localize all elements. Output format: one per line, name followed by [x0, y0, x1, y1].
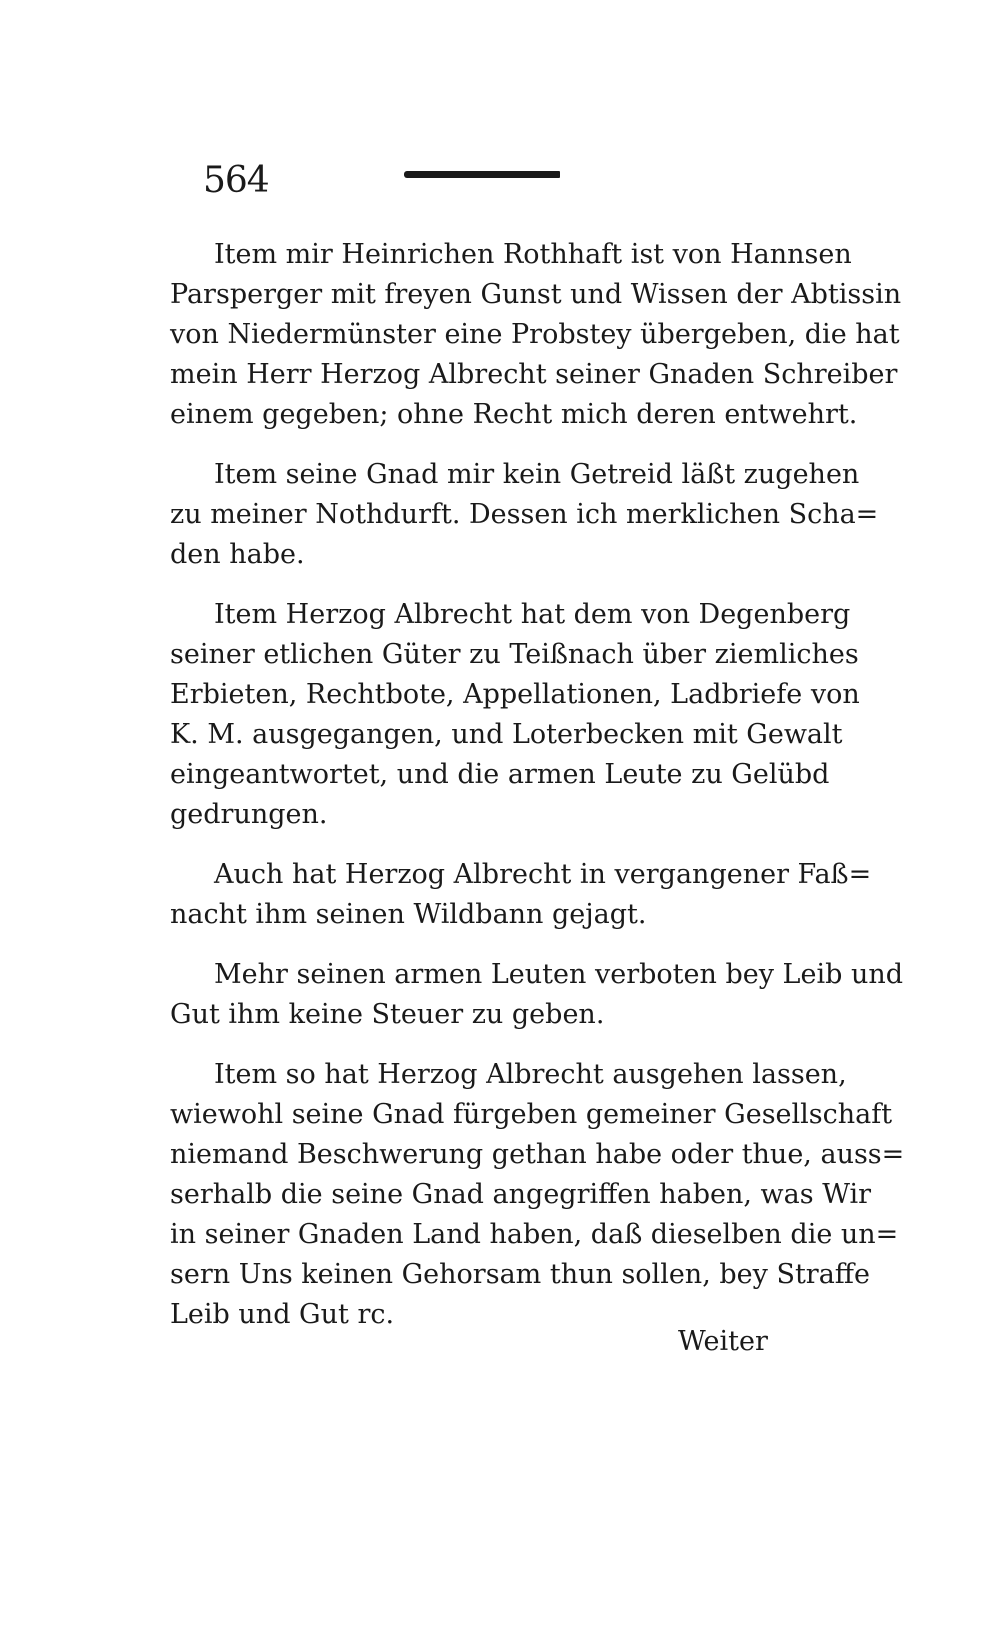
header-rule [404, 171, 560, 178]
paragraph [170, 855, 872, 935]
text-line: Item so hat Herzog Albrecht ausgehen lassen, [214, 1059, 847, 1090]
text-line: Leib und Gut rc. [170, 1299, 395, 1330]
text-line: Item Herzog Albrecht hat dem von Degenberg [214, 599, 851, 630]
text-line: Auch hat Herzog Albrecht in vergangener Faß= [214, 859, 872, 890]
text-line: niemand Beschwerung gethan habe oder thue, auss= [170, 1139, 905, 1170]
text-line: Gut ihm keine Steuer zu geben. [170, 999, 605, 1030]
text-line: in seiner Gnaden Land haben, daß dieselben die un= [170, 1219, 899, 1250]
text-line: Item seine Gnad mir kein Getreid läßt zugehen [214, 459, 860, 490]
text-line: Mehr seinen armen Leuten verboten bey Leib und [214, 959, 904, 990]
text-line: Erbieten, Rechtbote, Appellationen, Ladbriefe von [170, 679, 860, 710]
page-number: 564 [203, 160, 269, 201]
text-line: Item mir Heinrichen Rothhaft ist von Hannsen [214, 239, 852, 270]
text-block [170, 235, 905, 1355]
paragraph [170, 455, 879, 575]
text-line: nacht ihm seinen Wildbann gejagt. [170, 899, 647, 930]
paragraph [170, 595, 860, 835]
text-line: zu meiner Nothdurft. Dessen ich merklichen Scha= [170, 499, 879, 530]
catchword: Weiter [678, 1326, 768, 1357]
text-line: gedrungen. [170, 799, 328, 830]
text-line: den habe. [170, 539, 305, 570]
text-line: serhalb die seine Gnad angegriffen haben, was Wir [170, 1179, 872, 1210]
text-line: mein Herr Herzog Albrecht seiner Gnaden Schreiber [170, 359, 898, 390]
text-line: wiewohl seine Gnad fürgeben gemeiner Gesellschaft [170, 1099, 893, 1130]
text-line: Parsperger mit freyen Gunst und Wissen der Abtissin [170, 279, 902, 310]
paragraph [170, 235, 902, 435]
text-line: seiner etlichen Güter zu Teißnach über ziemliches [170, 639, 859, 670]
text-line: eingeantwortet, und die armen Leute zu Gelübd [170, 759, 830, 790]
paragraph [170, 955, 904, 1035]
text-line: K. M. ausgegangen, und Loterbecken mit Gewalt [170, 719, 843, 750]
text-line: sern Uns keinen Gehorsam thun sollen, bey Straffe [170, 1259, 870, 1290]
text-line: einem gegeben; ohne Recht mich deren entwehrt. [170, 399, 858, 430]
text-line: von Niedermünster eine Probstey übergeben, die hat [170, 319, 900, 350]
paragraph [170, 1055, 905, 1335]
